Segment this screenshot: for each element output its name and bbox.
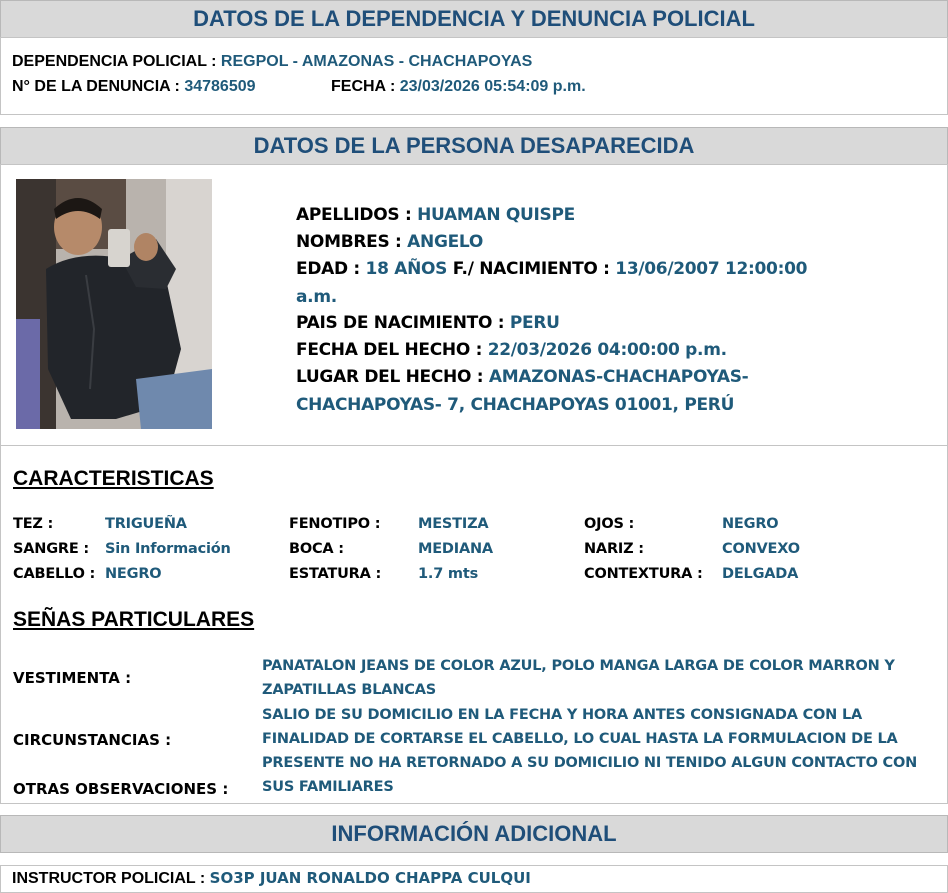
persona-section-header [0, 127, 948, 165]
cabello-value: NEGRO [105, 566, 162, 582]
circunstancias-value: SALIO DE SU DOMICILIO EN LA FECHA Y HORA ANTES CONSIGNADA CON LA FINALIDAD DE CORTARSE EL CABELLO, LO CUAL HASTA LA FORMULACION DE LA PRESENTE NO HA RETORNADO A SU DOMICILIO NI TENIDO ALGUN CONTACTO CON SUS FAMILIARES [262, 707, 918, 795]
fecha-value: 23/03/2026 05:54:09 p.m. [399, 78, 586, 95]
fecha-label: FECHA : [331, 78, 396, 95]
instructor-value: SO3P JUAN RONALDO CHAPPA CULQUI [209, 869, 531, 887]
lugar-label: LUGAR DEL HECHO : [296, 367, 484, 387]
contextura-value: DELGADA [722, 566, 799, 582]
fecha-hecho-row [296, 340, 727, 360]
lugar-cont-row [296, 395, 734, 415]
senas-title: SEÑAS PARTICULARES [13, 608, 255, 631]
instructor-label: INSTRUCTOR POLICIAL : [12, 870, 206, 887]
lugar-value-1: AMAZONAS-CHACHAPOYAS- [488, 367, 749, 387]
nacimiento-value-cont: a.m. [296, 287, 337, 307]
adicional-section-title: INFORMACIÓN ADICIONAL [331, 821, 617, 846]
persona-section-title: DATOS DE LA PERSONA DESAPARECIDA [253, 133, 695, 158]
vestimenta-value: PANATALON JEANS DE COLOR AZUL, POLO MANGA LARGA DE COLOR MARRON Y ZAPATILLAS BLANCAS [262, 658, 895, 698]
pais-row [296, 313, 560, 333]
nombres-value: ANGELO [407, 232, 483, 252]
boca-label: BOCA : [289, 541, 344, 557]
fecha-hecho-value: 22/03/2026 04:00:00 p.m. [487, 340, 727, 360]
dependencia-row [12, 53, 532, 71]
fecha-row [331, 78, 586, 96]
lugar-row [296, 367, 748, 387]
circunstancias-label: CIRCUNSTANCIAS : [13, 731, 172, 749]
tez-value: TRIGUEÑA [105, 516, 187, 532]
caracteristicas-title: CARACTERISTICAS [13, 467, 214, 490]
nariz-label: NARIZ : [584, 541, 644, 557]
denuncia-label: N° DE LA DENUNCIA : [12, 78, 180, 95]
dependencia-label: DEPENDENCIA POLICIAL : [12, 53, 217, 70]
contextura-label: CONTEXTURA : [584, 566, 703, 582]
denuncia-row [12, 78, 256, 96]
nariz-value: CONVEXO [722, 541, 800, 557]
edad-row [296, 259, 807, 279]
ojos-value: NEGRO [722, 516, 779, 532]
vestimenta-label: VESTIMENTA : [13, 669, 132, 687]
estatura-label: ESTATURA : [289, 566, 382, 582]
pais-label: PAIS DE NACIMIENTO : [296, 313, 505, 333]
adicional-section-header [0, 815, 948, 853]
edad-label: EDAD : [296, 259, 360, 279]
pais-value: PERU [509, 313, 560, 333]
dependencia-section-header [0, 0, 948, 38]
nombres-label: NOMBRES : [296, 232, 402, 252]
apellidos-row [296, 205, 575, 225]
divider [0, 445, 948, 446]
otras-observaciones-label: OTRAS OBSERVACIONES : [13, 780, 229, 798]
dependencia-panel [0, 37, 948, 115]
nombres-row [296, 232, 483, 252]
fecha-hecho-label: FECHA DEL HECHO : [296, 340, 483, 360]
person-photo [16, 179, 212, 429]
sangre-label: SANGRE : [13, 541, 90, 557]
instructor-row [12, 869, 531, 888]
nacimiento-value: 13/06/2007 12:00:00 [615, 259, 808, 279]
estatura-value: 1.7 mts [418, 566, 479, 582]
apellidos-value: HUAMAN QUISPE [417, 205, 575, 225]
dependencia-value: REGPOL - AMAZONAS - CHACHAPOYAS [220, 53, 533, 70]
ojos-label: OJOS : [584, 516, 635, 532]
cabello-label: CABELLO : [13, 566, 96, 582]
tez-label: TEZ : [13, 516, 54, 532]
fenotipo-value: MESTIZA [418, 516, 489, 532]
denuncia-value: 34786509 [184, 78, 256, 95]
edad-value: 18 AÑOS [365, 259, 448, 279]
lugar-value-2: CHACHAPOYAS- 7, CHACHAPOYAS 01001, PERÚ [296, 395, 735, 415]
nacimiento-cont-row [296, 287, 337, 307]
boca-value: MEDIANA [418, 541, 493, 557]
fenotipo-label: FENOTIPO : [289, 516, 381, 532]
dependencia-section-title: DATOS DE LA DEPENDENCIA Y DENUNCIA POLICIAL [193, 6, 755, 31]
apellidos-label: APELLIDOS : [296, 205, 412, 225]
sangre-value: Sin Información [105, 541, 231, 557]
nacimiento-label: F./ NACIMIENTO : [452, 259, 610, 279]
